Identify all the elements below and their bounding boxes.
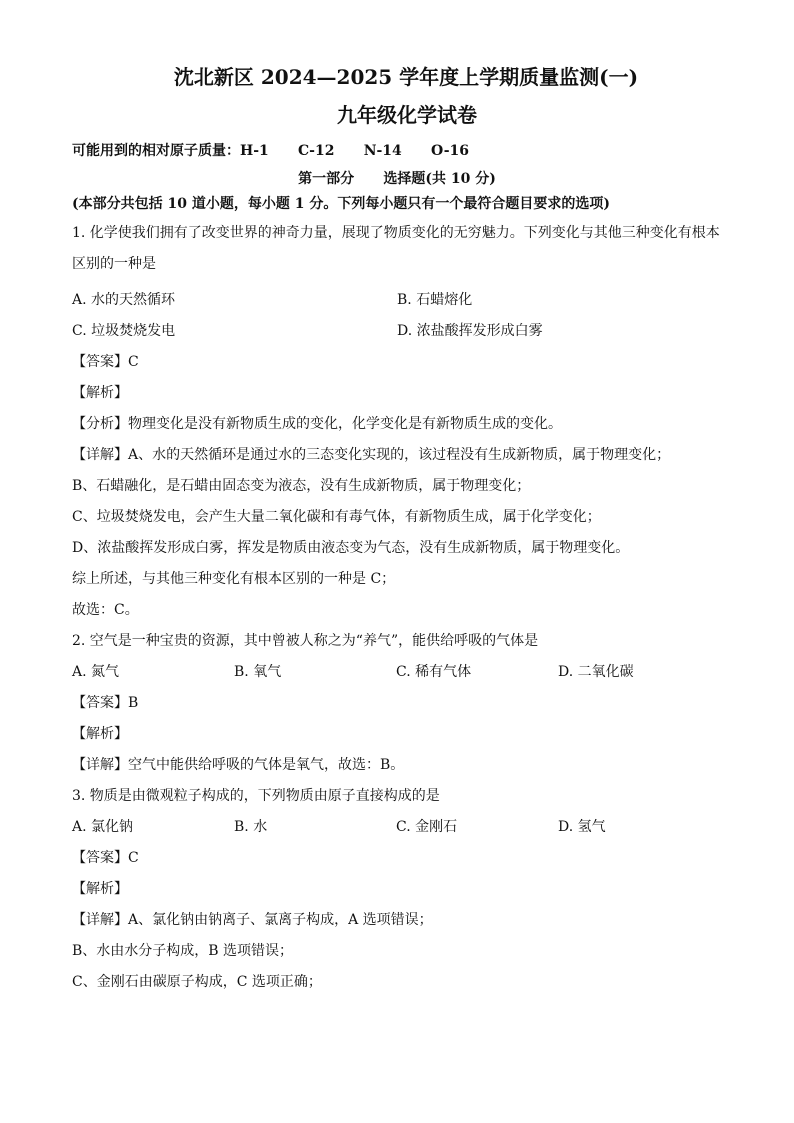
part-heading: 第一部分 选择题(共 10 分) [298, 171, 496, 187]
explanation-line: 【详解】空气中能供给呼吸的气体是氧气，故选：B。 [72, 757, 405, 773]
explanation-line: 【详解】A、水的天然循环是通过水的三态变化实现的，该过程没有生成新物质，属于物理变化； [72, 447, 671, 463]
page-subtitle: 九年级化学试卷 [337, 103, 477, 127]
explanation-line: 【分析】物理变化是没有新物质生成的变化，化学变化是有新物质生成的变化。 [72, 416, 562, 432]
question-3 [72, 785, 722, 993]
atomic-masses-line: 可能用到的相对原子质量：H-1 C-12 N-14 O-16 [72, 143, 470, 159]
explanation-line: 故选：C。 [72, 602, 139, 618]
options-row [72, 320, 722, 342]
explanation-line: C、金刚石由碳原子构成，C 选项正确； [72, 974, 322, 990]
option-a: A. 水的天然循环 [72, 292, 176, 308]
option-d: D. 浓盐酸挥发形成白雾 [397, 323, 543, 339]
option-b: B. 水 [234, 819, 268, 835]
analysis-label: 【解析】 [72, 385, 128, 401]
question-text: 3. 物质是由微观粒子构成的，下列物质由原子直接构成的是 [72, 788, 440, 804]
question-text: 2. 空气是一种宝贵的资源，其中曾被人称之为“养气”，能供给呼吸的气体是 [72, 633, 539, 649]
explanation-line: B、石蜡融化，是石蜡由固态变为液态，没有生成新物质，属于物理变化； [72, 478, 531, 494]
option-a: A. 氯化钠 [72, 819, 134, 835]
option-b: B. 氧气 [234, 664, 282, 680]
explanation-line: 综上所述，与其他三种变化有根本区别的一种是 C； [72, 571, 396, 587]
option-a: A. 氮气 [72, 664, 120, 680]
answer-line: 【答案】B [72, 695, 139, 711]
option-c: C. 垃圾焚烧发电 [72, 323, 176, 339]
option-d: D. 氢气 [558, 819, 606, 835]
explanation-line: B、水由水分子构成，B 选项错误； [72, 943, 294, 959]
section-instructions: (本部分共包括 10 道小题，每小题 1 分。下列每小题只有一个最符合题目要求的选项) [72, 196, 610, 212]
answer-line: 【答案】C [72, 354, 139, 370]
answer-line: 【答案】C [72, 850, 139, 866]
option-c: C. 金刚石 [396, 819, 458, 835]
question-text: 1. 化学使我们拥有了改变世界的神奇力量，展现了物质变化的无穷魅力。下列变化与其他三种变化有根本区别的一种是 [72, 225, 720, 272]
page-title: 沈北新区 2024—2025 学年度上学期质量监测(一) [173, 65, 639, 89]
options-row [72, 661, 722, 683]
explanation-line: D、浓盐酸挥发形成白雾，挥发是物质由液态变为气态，没有生成新物质，属于物理变化。 [72, 540, 630, 556]
options-row [72, 289, 722, 311]
question-2 [72, 630, 722, 776]
explanation-line: C、垃圾焚烧发电，会产生大量二氧化碳和有毒气体，有新物质生成，属于化学变化； [72, 509, 601, 525]
question-1 [72, 218, 722, 621]
analysis-label: 【解析】 [72, 726, 128, 742]
option-b: B. 石蜡熔化 [397, 292, 473, 308]
explanation-line: 【详解】A、氯化钠由钠离子、氯离子构成，A 选项错误； [72, 912, 433, 928]
option-d: D. 二氧化碳 [558, 664, 634, 680]
options-row [72, 816, 722, 838]
analysis-label: 【解析】 [72, 881, 128, 897]
option-c: C. 稀有气体 [396, 664, 472, 680]
